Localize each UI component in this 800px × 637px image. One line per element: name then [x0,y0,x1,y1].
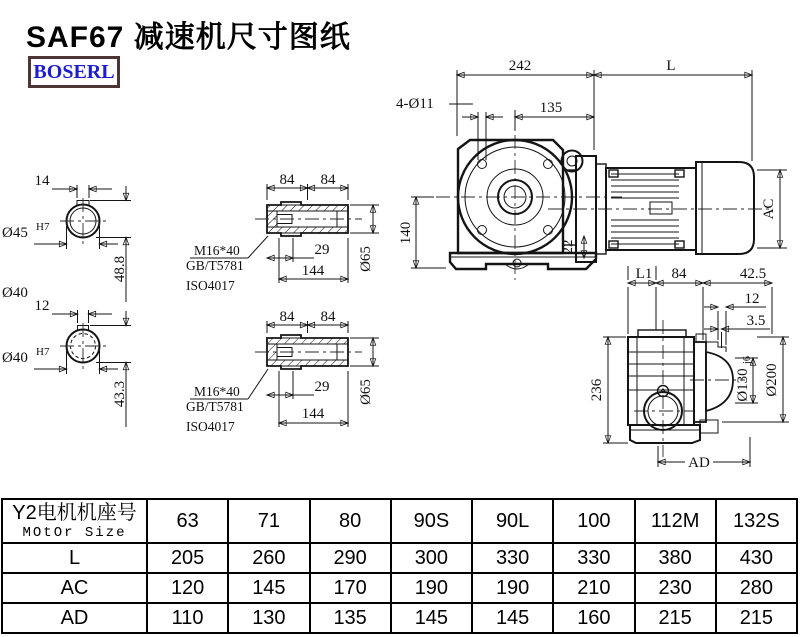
dim-spigot-diameter: Ø130 [735,368,751,402]
col-112M: 112M [635,499,716,543]
dim-3-5: 3.5 [746,313,766,329]
table-cell: 280 [716,573,797,603]
table-row-L [2,543,797,573]
dim-keyway-width: 14 [34,173,50,189]
table-cell: 215 [635,603,716,633]
output-sleeve-top-view [186,172,379,293]
dim-center-height: 140 [398,221,414,245]
row-label: AC [2,573,147,603]
table-cell: 230 [635,573,716,603]
dim-12: 12 [744,291,760,307]
col-71: 71 [228,499,309,543]
dim-sleeve-od: Ø65 [358,379,374,405]
row-label: AD [2,603,147,633]
label-standard-gb: GB/T5781 [186,258,244,273]
dim-sleeve-29: 29 [314,242,330,258]
table-header-row [2,499,797,543]
table-cell: 145 [391,603,472,633]
table-cell: 205 [147,543,228,573]
dim-L1: L1 [635,266,653,282]
dim-sleeve-od: Ø65 [358,246,374,272]
dim-sleeve-144: 144 [301,406,325,422]
main-assembly-view [396,58,787,280]
table-cell: 120 [147,573,228,603]
label-shaft-diameter: Ø40 [2,285,28,301]
table-cell: 145 [228,573,309,603]
dim-sleeve-144: 144 [301,263,325,279]
motor-size-table [1,498,798,634]
col-63: 63 [147,499,228,543]
table-cell: 430 [716,543,797,573]
table-row-AD [2,603,797,633]
dim-housing-height: 236 [589,378,605,402]
dim-flange-offset: 135 [539,100,563,116]
motor-size-label-cn: Y2电机机座号 [12,501,137,524]
dim-motor-length: L [666,58,676,74]
label-bolt-holes: 4-Ø11 [396,96,434,112]
table-cell: 300 [391,543,472,573]
col-80: 80 [310,499,391,543]
motor-size-label-en: MOtOr Size [22,524,127,541]
dim-sleeve-84a: 84 [279,309,295,325]
page-title: SAF67 减速机尺寸图纸 [26,21,351,54]
label-bore-tolerance: H7 [36,221,50,233]
table-row-AC [2,573,797,603]
brand-logo-text: BOSERL [33,60,115,83]
label-standard-iso: ISO4017 [186,278,235,293]
label-bolt-spec: M16*40 [194,384,240,399]
dim-motor-height: AC [761,198,777,220]
shaft-section-top-view [2,173,131,302]
shaft-section-bottom-view [2,298,131,427]
dim-keyway-height: 43.3 [112,380,128,408]
col-132S: 132S [716,499,797,543]
row-label: L [2,543,147,573]
gearbox-side-view [589,266,789,471]
dim-sleeve-84b: 84 [320,172,336,188]
table-cell: 330 [553,543,634,573]
dim-gearbox-length: 242 [508,58,532,74]
label-standard-gb: GB/T5781 [186,399,244,414]
dim-keyway-height: 48.8 [112,255,128,283]
table-cell: 135 [310,603,391,633]
col-90L: 90L [472,499,553,543]
table-cell: 210 [553,573,634,603]
table-cell: 290 [310,543,391,573]
table-header-cell [2,499,147,543]
table-cell: 130 [228,603,309,633]
dim-sleeve-84a: 84 [279,172,295,188]
label-bolt-spec: M16*40 [194,243,240,258]
dim-42-5: 42.5 [739,266,767,282]
dim-flange-diameter: Ø200 [764,363,780,397]
table-cell: 160 [553,603,634,633]
dim-84: 84 [671,266,687,282]
label-bore-tolerance: H7 [36,346,50,358]
table-cell: 170 [310,573,391,603]
table-cell: 190 [472,573,553,603]
col-100: 100 [553,499,634,543]
dim-sleeve-29: 29 [314,379,330,395]
table-cell: 330 [472,543,553,573]
label-bore-diameter: Ø40 [2,350,28,366]
dim-keyway-width: 12 [34,298,50,314]
table-cell: 145 [472,603,553,633]
dim-sleeve-84b: 84 [320,309,336,325]
table-cell: 260 [228,543,309,573]
table-cell: 110 [147,603,228,633]
label-bore-diameter: Ø45 [2,225,28,241]
dim-foot-offset: 22 [560,239,576,255]
table-cell: 190 [391,573,472,603]
output-sleeve-bottom-view [186,309,379,434]
dim-spigot-tolerance: j6 [742,356,753,364]
col-90S: 90S [391,499,472,543]
table-cell: 380 [635,543,716,573]
label-standard-iso: ISO4017 [186,419,235,434]
dim-AD: AD [688,455,710,471]
table-cell: 215 [716,603,797,633]
